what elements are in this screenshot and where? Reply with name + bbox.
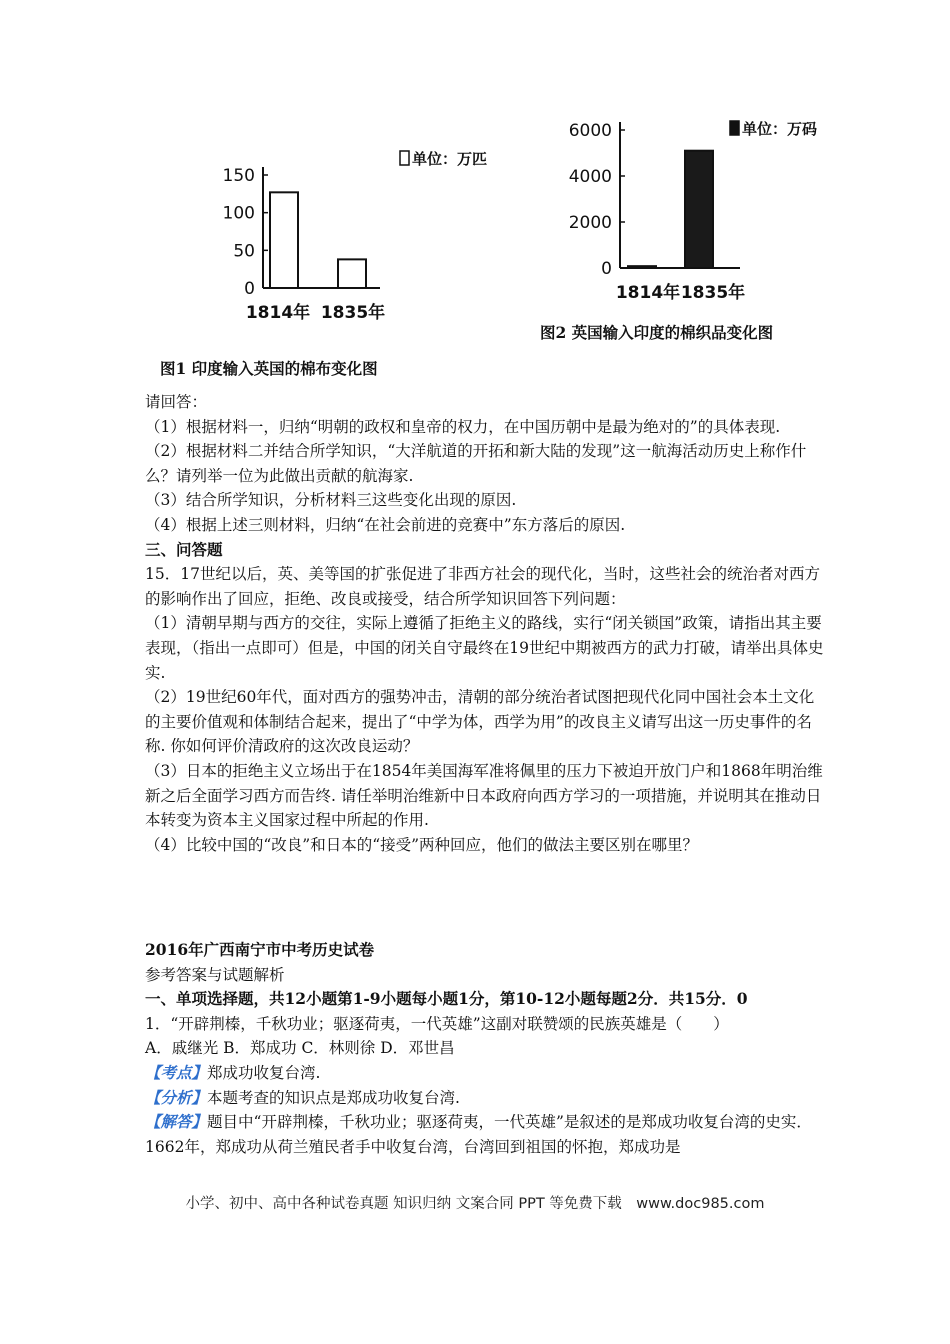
chart-2-category-label: 1814年 <box>615 283 681 303</box>
question-1: （1）根据材料一，归纳“明朝的政权和皇帝的权力，在中国历朝中是最为绝对的”的具体表现. <box>145 417 781 436</box>
part-1-heading: 一、单项选择题，共12小题第1-9小题每小题1分，第10-12小题每题2分．共15分．0 <box>145 989 748 1009</box>
chart-1-category-label: 1835年 <box>320 303 386 323</box>
fenxi-tag: 【分析】 <box>145 1087 208 1107</box>
chart-1-svg <box>150 140 488 385</box>
jieda-text: 题目中“开辟荆榛，千秋功业；驱逐荷夷，一代英雄”是叙述的是郑成功收复台湾的史实．1662年，郑成功从荷兰殖民者手中收复台湾，台湾回到祖国的怀抱，郑成功是 <box>145 1113 812 1156</box>
answers-subtitle: 参考答案与试题解析 <box>145 965 285 984</box>
chart-2-category-label: 1835年 <box>680 283 746 303</box>
answers-block <box>145 938 825 1159</box>
question-15-1: （1）清朝早期与西方的交往，实际上遵循了拒绝主义的路线，实行“闭关锁国”政策，请指出其主要表现，（指出一点即可）但是，中国的闭关自守最终在19世纪中期被西方的武力打破，请举出具体史实. <box>145 614 824 682</box>
chart-1-category-label: 1814年 <box>245 303 311 323</box>
chart-1-tick-label: 100 <box>222 203 255 224</box>
kaodian-text: 郑成功收复台湾. <box>207 1063 321 1082</box>
answers-title: 2016年广西南宁市中考历史试卷 <box>145 940 375 959</box>
chart-2-tick-label: 0 <box>601 259 612 279</box>
question-15-4: （4）比较中国的“改良”和日本的“接受”两种回应，他们的做法主要区别在哪里？ <box>145 835 699 854</box>
fenxi-text: 本题考查的知识点是郑成功收复台湾. <box>207 1088 460 1107</box>
section-3-heading: 三、问答题 <box>145 539 223 559</box>
kaodian-tag: 【考点】 <box>145 1062 208 1082</box>
question-4: （4）根据上述三则材料，归纳“在社会前进的竞赛中”东方落后的原因. <box>145 515 626 534</box>
kaodian-line <box>145 1061 825 1086</box>
question-2: （2）根据材料二并结合所学知识，“大洋航道的开拓和新大陆的发现”这一航海活动历史上称作什么？请列举一位为此做出贡献的航海家. <box>145 442 807 485</box>
chart-1-tick-label: 50 <box>233 241 255 262</box>
chart-1-bar <box>338 259 366 288</box>
fenxi-line <box>145 1086 825 1111</box>
chart-2-tick-label: 4000 <box>568 167 612 187</box>
chart-1-legend-marker <box>400 151 409 165</box>
chart-2-tick-label: 6000 <box>568 121 612 141</box>
chart-2-svg <box>530 110 830 350</box>
chart-2-legend-marker <box>730 121 739 135</box>
questions-prompt: 请回答： <box>145 393 208 411</box>
question-15-3: （3）日本的拒绝主义立场出于在1854年美国海军准将佩里的压力下被迫开放门户和1868年明治维新之后全面学习西方而告终. 请任举明治维新中日本政府向西方学习的一项措施，并说明其在推动日本转变为资本主义国家过程中所起的作用. <box>145 761 823 830</box>
chart-1-legend-label: 单位：万匹 <box>412 150 488 168</box>
chart-2-bar <box>685 151 713 268</box>
chart-2-bar <box>628 266 656 268</box>
question-15-intro: 15．17世纪以后，英、美等国的扩张促进了非西方社会的现代化，当时，这些社会的统治者对西方的影响作出了回应，拒绝、改良或接受，结合所学知识回答下列问题： <box>145 565 820 608</box>
chart-1-bar <box>270 192 298 288</box>
chart-2-tick-label: 2000 <box>568 213 612 233</box>
jieda-tag: 【解答】 <box>145 1112 208 1132</box>
jieda-line <box>145 1110 825 1159</box>
answer-q1-stem: 1．“开辟荆榛，千秋功业；驱逐荷夷，一代英雄”这副对联赞颂的民族英雄是（ ） <box>145 1014 729 1033</box>
chart-2-title: 图2 英国输入印度的棉织品变化图 <box>540 323 774 342</box>
answer-q1-options: A．戚继光 B．郑成功 C．林则徐 D．邓世昌 <box>145 1039 455 1058</box>
chart-1-title: 图1 印度输入英国的棉布变化图 <box>160 359 378 378</box>
chart-1-tick-label: 0 <box>244 279 255 299</box>
figure-1 <box>150 140 488 385</box>
question-15-2: （2）19世纪60年代，面对西方的强势冲击，清朝的部分统治者试图把现代化同中国社会本土文化的主要价值观和体制结合起来，提出了“中学为体，西学为用”的改良主义请写出这一历史事件的名称. 你如何评价清政府的这次改良运动？ <box>145 688 815 756</box>
chart-1-tick-label: 150 <box>222 166 255 186</box>
page-footer: 小学、初中、高中各种试卷真题 知识归纳 文案合同 PPT 等免费下载 www.doc985.com <box>185 1196 765 1212</box>
figure-2 <box>530 110 830 350</box>
chart-2-legend-label: 单位：万码 <box>742 120 818 138</box>
questions-block <box>145 390 825 857</box>
question-3: （3）结合所学知识，分析材料三这些变化出现的原因. <box>145 491 517 510</box>
